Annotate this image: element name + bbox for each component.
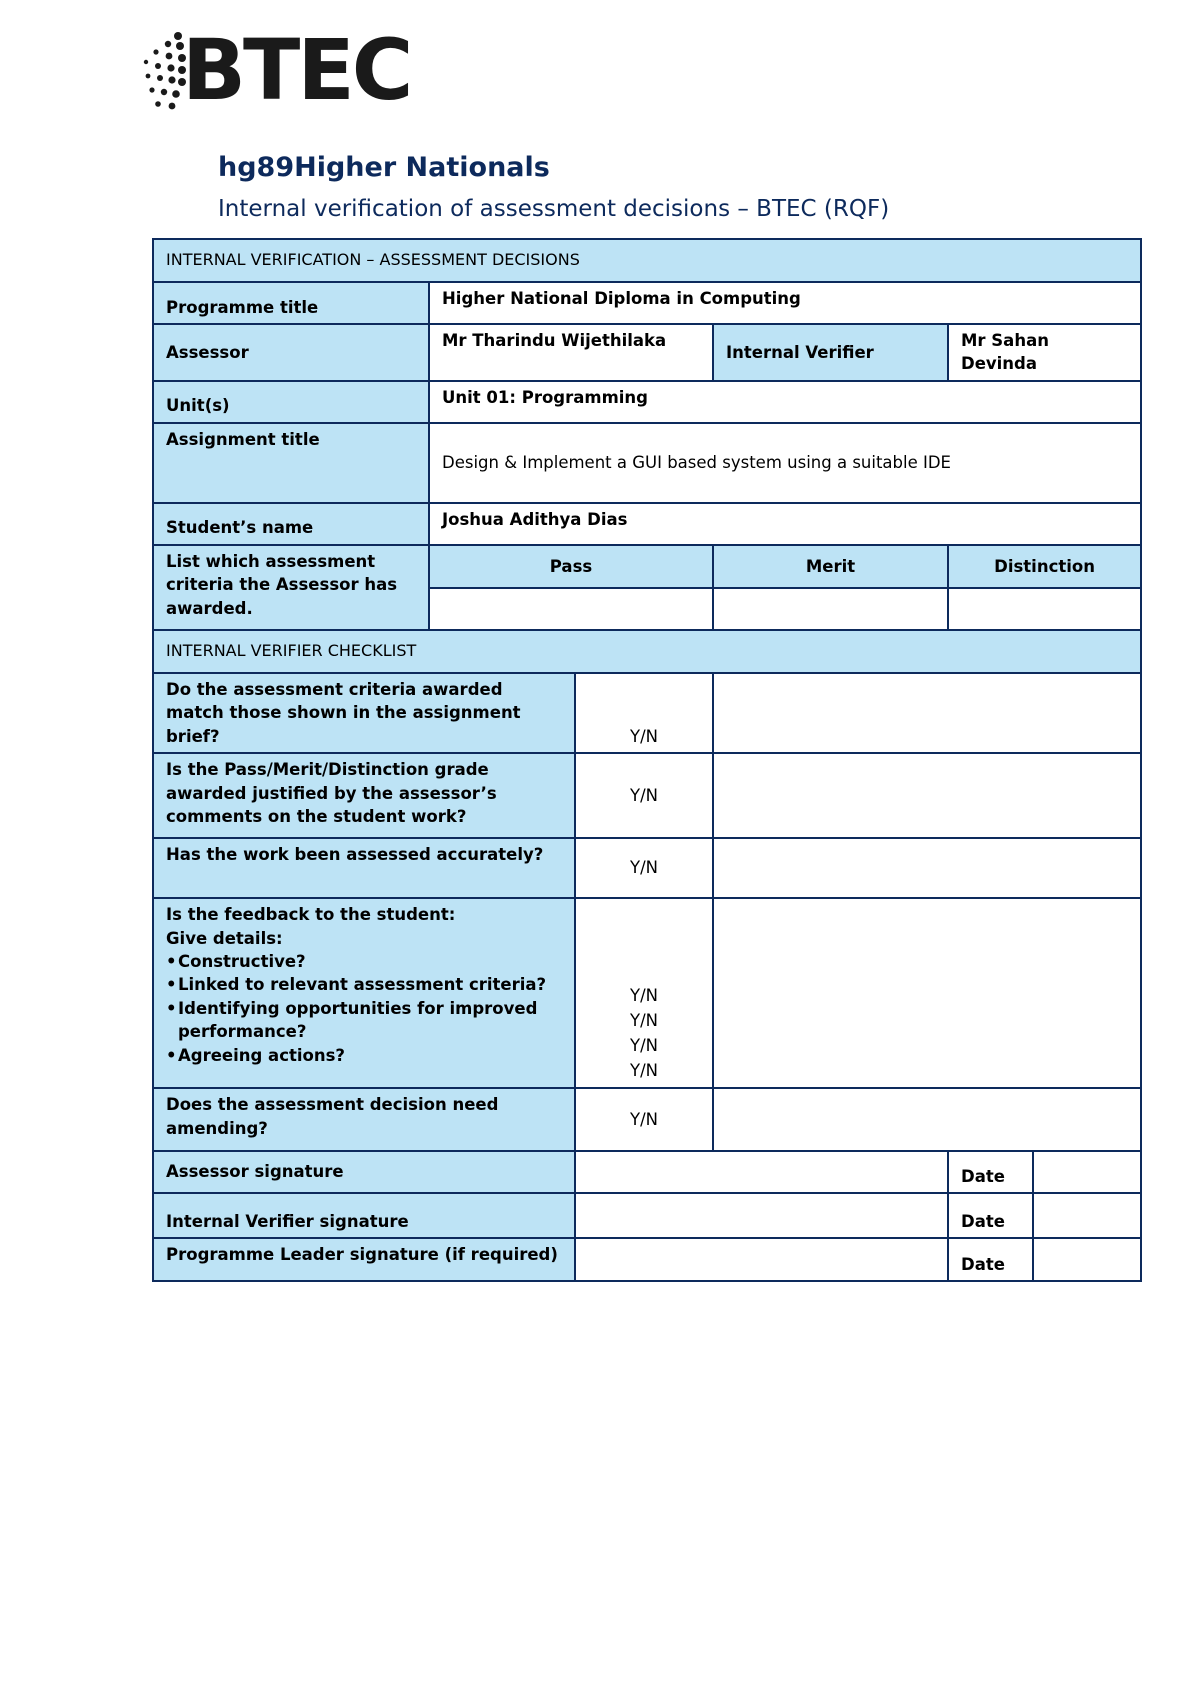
checklist-yn-3[interactable]: Y/N xyxy=(575,838,713,898)
checklist-yn-4 xyxy=(575,898,713,1088)
units-value[interactable]: Unit 01: Programming xyxy=(429,381,1141,423)
decisions-section-title: INTERNAL VERIFICATION – ASSESSMENT DECISIONS xyxy=(153,239,1141,282)
btec-logo-text: BTEC xyxy=(182,21,411,119)
checklist-row-4 xyxy=(153,898,1141,1088)
page-title: hg89Higher Nationals xyxy=(218,152,550,183)
decisions-header-row xyxy=(153,239,1141,282)
pl-date-field[interactable] xyxy=(1033,1238,1141,1281)
feedback-item-actions: • Agreeing actions? xyxy=(166,1044,562,1067)
units-label: Unit(s) xyxy=(153,381,429,423)
programme-title-label: Programme title xyxy=(153,282,429,324)
feedback-item-constructive: • Constructive? xyxy=(166,950,562,973)
units-row xyxy=(153,381,1141,423)
pl-signature-field[interactable] xyxy=(575,1238,948,1281)
checklist-row-5 xyxy=(153,1088,1141,1151)
feedback-yn-actions[interactable]: Y/N xyxy=(630,1061,658,1081)
checklist-comment-5[interactable] xyxy=(713,1088,1141,1151)
checklist-question-1: Do the assessment criteria awarded match those shown in the assignment brief? xyxy=(153,673,575,753)
checklist-comment-2[interactable] xyxy=(713,753,1141,838)
criteria-label: List which assessment criteria the Assessor has awarded. xyxy=(153,545,429,630)
checklist-question-4 xyxy=(153,898,575,1088)
iv-signature-label: Internal Verifier signature xyxy=(153,1193,575,1238)
feedback-yn-opportunities[interactable]: Y/N xyxy=(630,1036,658,1056)
iv-date-field[interactable] xyxy=(1033,1193,1141,1238)
assessor-date-field[interactable] xyxy=(1033,1151,1141,1193)
feedback-item-opportunities: • Identifying opportunities for improved performance? xyxy=(166,997,562,1044)
pl-signature-row xyxy=(153,1238,1141,1281)
assessor-date-label: Date xyxy=(948,1151,1033,1193)
internal-verifier-label: Internal Verifier xyxy=(713,324,948,381)
checklist-comment-3[interactable] xyxy=(713,838,1141,898)
grade-distinction-field[interactable] xyxy=(948,588,1141,630)
grade-pass-label: Pass xyxy=(429,545,713,588)
programme-title-value[interactable]: Higher National Diploma in Computing xyxy=(429,282,1141,324)
feedback-yn-linked[interactable]: Y/N xyxy=(630,1011,658,1031)
feedback-question: Is the feedback to the student: xyxy=(166,905,456,925)
checklist-section-title: INTERNAL VERIFIER CHECKLIST xyxy=(153,630,1141,673)
verification-form xyxy=(152,238,1142,1282)
grade-distinction-label: Distinction xyxy=(948,545,1141,588)
iv-signature-row xyxy=(153,1193,1141,1238)
assessor-signature-field[interactable] xyxy=(575,1151,948,1193)
btec-logo xyxy=(142,21,411,124)
assignment-title-label: Assignment title xyxy=(153,423,429,503)
grade-pass-field[interactable] xyxy=(429,588,713,630)
pl-signature-label: Programme Leader signature (if required) xyxy=(153,1238,575,1281)
checklist-yn-1[interactable]: Y/N xyxy=(575,673,713,753)
checklist-question-2: Is the Pass/Merit/Distinction grade awarded justified by the assessor’s comments on the student work? xyxy=(153,753,575,838)
checklist-yn-2[interactable]: Y/N xyxy=(575,753,713,838)
grade-merit-field[interactable] xyxy=(713,588,948,630)
checklist-comment-4[interactable] xyxy=(713,898,1141,1088)
checklist-question-3: Has the work been assessed accurately? xyxy=(153,838,575,898)
assessor-value[interactable]: Mr Tharindu Wijethilaka xyxy=(429,324,713,381)
assignment-title-value[interactable]: Design & Implement a GUI based system using a suitable IDE xyxy=(429,423,1141,503)
iv-date-label: Date xyxy=(948,1193,1033,1238)
assignment-row xyxy=(153,423,1141,503)
assessor-signature-row xyxy=(153,1151,1141,1193)
student-name-value[interactable]: Joshua Adithya Dias xyxy=(429,503,1141,545)
programme-row xyxy=(153,282,1141,324)
assessor-row xyxy=(153,324,1141,381)
assessor-signature-label: Assessor signature xyxy=(153,1151,575,1193)
pl-date-label: Date xyxy=(948,1238,1033,1281)
feedback-give-details: Give details: xyxy=(166,928,283,948)
checklist-row-2 xyxy=(153,753,1141,838)
internal-verifier-value[interactable]: Mr Sahan Devinda xyxy=(948,324,1141,381)
checklist-row-3 xyxy=(153,838,1141,898)
checklist-question-5: Does the assessment decision need amending? xyxy=(153,1088,575,1151)
assessor-label: Assessor xyxy=(153,324,429,381)
grades-header-row xyxy=(153,545,1141,588)
student-name-label: Student’s name xyxy=(153,503,429,545)
iv-signature-field[interactable] xyxy=(575,1193,948,1238)
checklist-comment-1[interactable] xyxy=(713,673,1141,753)
student-row xyxy=(153,503,1141,545)
checklist-yn-5[interactable]: Y/N xyxy=(575,1088,713,1151)
grade-merit-label: Merit xyxy=(713,545,948,588)
feedback-yn-constructive[interactable]: Y/N xyxy=(630,986,658,1006)
checklist-row-1 xyxy=(153,673,1141,753)
checklist-header-row xyxy=(153,630,1141,673)
feedback-list xyxy=(166,950,562,1067)
page-subtitle: Internal verification of assessment decisions – BTEC (RQF) xyxy=(218,196,890,222)
feedback-item-linked: • Linked to relevant assessment criteria? xyxy=(166,973,562,996)
